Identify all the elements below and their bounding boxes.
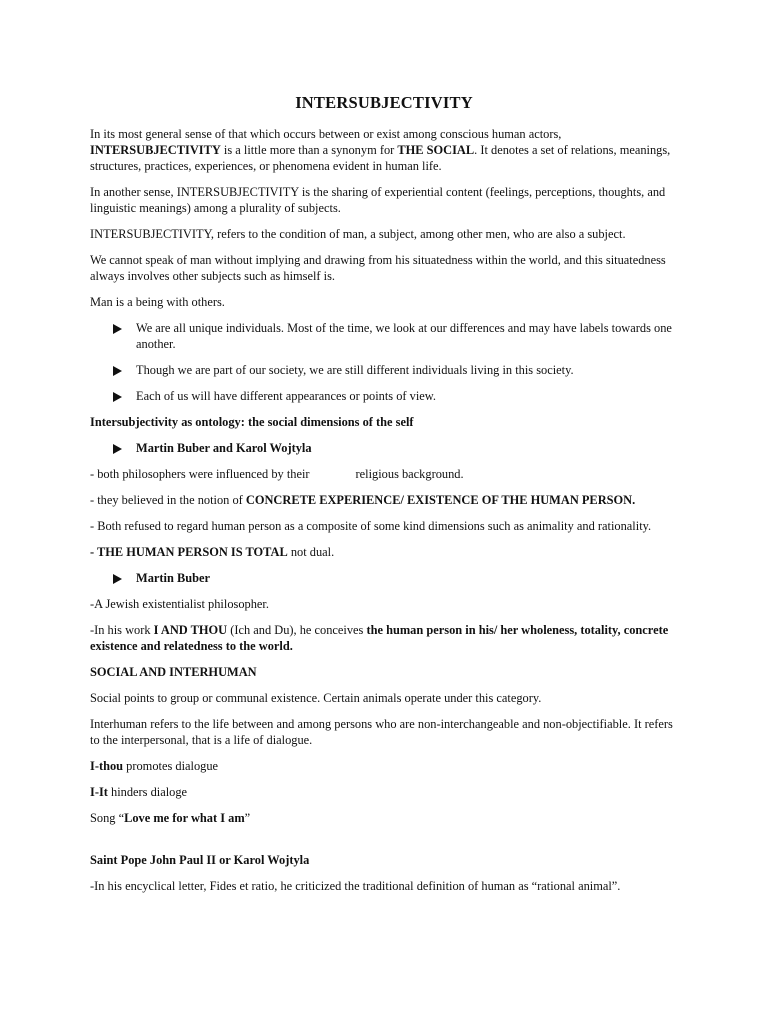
text: (Ich and Du), he conceives [227,623,367,637]
bullet-text: We are all unique individuals. Most of the time, we look at our differences and may have labels towards one another. [136,321,672,351]
text: - they believed in the notion of [90,493,246,507]
triangle-bullet-icon [113,574,122,584]
line-encyclical: -In his encyclical letter, Fides et ratio, he criticized the traditional definition of human as “rational animal”. [90,879,621,893]
line-song [90,810,680,826]
text: religious background. [355,467,464,481]
section-heading-pope [90,852,680,868]
page-title: INTERSUBJECTIVITY [295,93,473,112]
paragraph-sharing: In another sense, INTERSUBJECTIVITY is the sharing of experiential content (feelings, perceptions, thoughts, and linguistic meanings) among a plurality of subjects. [90,185,666,215]
text: not dual. [287,545,335,559]
paragraph-being-with-others: Man is a being with others. [90,295,225,309]
line-social-points: Social points to group or communal existence. Certain animals operate under this category. [90,691,542,705]
line-i-thou [90,758,680,774]
bold-text: I-It [90,785,108,799]
text: -In his work [90,623,154,637]
bullet-item [90,388,680,404]
line-i-it [90,784,680,800]
paragraph-condition: INTERSUBJECTIVITY, refers to the condition of man, a subject, among other men, who are also a subject. [90,227,626,241]
text: - both philosophers were influenced by their [90,467,310,481]
bold-text: the human person in his/ her wholeness, totality, concrete existence and relatedness to the world. [90,623,669,653]
line-work [90,622,680,654]
bullet-item [90,570,680,586]
bullet-text: Each of us will have different appearances or points of view. [136,389,437,403]
bullet-item [90,440,680,456]
bold-text: I-thou [90,759,124,773]
line-believed [90,492,680,508]
text: . It denotes a set of relations, meanings, structures, practices, experiences, or phenomena evident in human life. [90,143,671,173]
bold-text: - THE HUMAN PERSON IS TOTAL [90,545,288,559]
line-influenced [90,466,680,482]
bullet-item [90,362,680,378]
text: Song “ [90,811,125,825]
line-jewish: -A Jewish existentialist philosopher. [90,597,269,611]
bullet-text: Though we are part of our society, we are still different individuals living in this society. [136,363,574,377]
triangle-bullet-icon [113,366,122,376]
heading-text: Saint Pope John Paul II or Karol Wojtyla [90,853,310,867]
document-body [90,126,680,904]
line-refused: - Both refused to regard human person as a composite of some kind dimensions such as animality and rationality. [90,519,652,533]
text: ” [244,811,251,825]
heading-text: Intersubjectivity as ontology: the social dimensions of the self [90,415,414,429]
triangle-bullet-icon [113,324,122,334]
triangle-bullet-icon [113,392,122,402]
text: promotes dialogue [123,759,219,773]
bold-text: CONCRETE EXPERIENCE/ EXISTENCE OF THE HUMAN PERSON. [245,493,636,507]
paragraph-situatedness: We cannot speak of man without implying and drawing from his situatedness within the world, and this situatedness always involves other subjects such as himself is. [90,253,666,283]
bold-text: THE SOCIAL [397,143,475,157]
text: In its most general sense of that which occurs between or exist among conscious human actors, [90,127,562,141]
bullet-text: Martin Buber [136,571,210,585]
bold-text: INTERSUBJECTIVITY [90,143,221,157]
bold-text: Love me for what I am [124,811,245,825]
paragraph-definition [90,126,680,174]
section-heading-social [90,664,680,680]
text: is a little more than a synonym for [220,143,398,157]
bold-text: I AND THOU [153,623,228,637]
line-interhuman: Interhuman refers to the life between and among persons who are non-interchangeable and non-objectifiable. It refers to the interpersonal, that is a life of dialogue. [90,717,673,747]
line-total [90,544,680,560]
text: hinders dialoge [107,785,188,799]
bullet-item [90,320,680,352]
triangle-bullet-icon [113,444,122,454]
bullet-text: Martin Buber and Karol Wojtyla [136,441,312,455]
heading-text: SOCIAL AND INTERHUMAN [90,665,257,679]
section-heading-ontology [90,414,680,430]
